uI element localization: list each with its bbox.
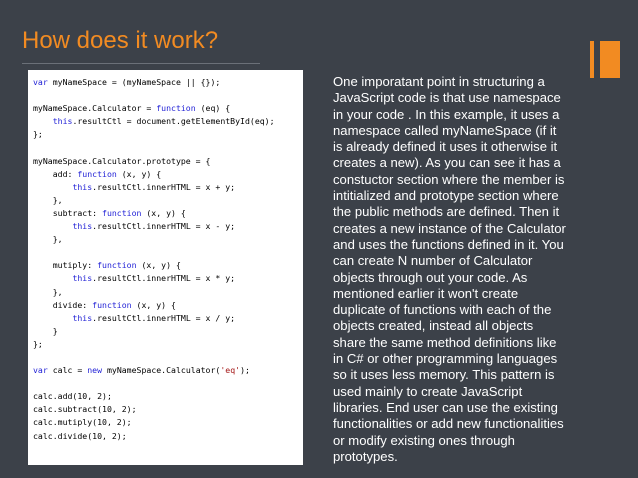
code-line — [33, 390, 303, 403]
code-line — [33, 233, 303, 246]
explanation-text: One imporatant point in structuring a JavaScript code is that use namespace in your code . In this example, it uses a namespace called myNameSpace (if it is already defined it uses it otherwise it creates a new). As you can see it has a constuctor section where the member is intitialized and prototype section where the public methods are defined. Then it creates a new instance of the Calculator and uses the functions defined in it. You can create N number of Calculator objects through out your code. As mentioned earlier it won't create duplicate of functions with each of the objects created, instead all objects share the same method definitions like in C# or other programming languages so it uses less memory. This pattern is used mainly to create JavaScript libraries. End user can use the existing functionalities or add new functionalities or modify existing ones through prototypes. — [333, 74, 566, 464]
code-line — [33, 115, 303, 128]
code-token: this — [72, 221, 93, 232]
code-token: (x, y) { — [131, 299, 176, 310]
code-token: new — [87, 365, 103, 376]
code-token: myNameSpace.Calculator.prototype = { — [33, 155, 211, 166]
code-token: calc = — [47, 365, 88, 376]
code-token: }, — [33, 286, 63, 297]
code-token: function — [156, 103, 196, 114]
code-token: .resultCtl = document.getElementById(eq); — [72, 116, 275, 127]
code-token: subtract: — [33, 207, 103, 218]
code-line — [33, 220, 303, 233]
code-line — [33, 272, 303, 285]
code-line — [33, 194, 303, 207]
code-token: .resultCtl.innerHTML = x - y; — [92, 221, 236, 232]
title-underline — [22, 63, 260, 64]
code-line — [33, 286, 303, 299]
code-line — [33, 102, 303, 115]
code-token: }, — [33, 234, 63, 245]
code-line — [33, 338, 303, 351]
code-line — [33, 89, 303, 102]
code-token: .resultCtl.innerHTML = x * y; — [92, 273, 236, 284]
code-line — [33, 128, 303, 141]
code-line — [33, 76, 303, 89]
code-line — [33, 325, 303, 338]
code-token — [33, 273, 72, 283]
code-line — [33, 246, 303, 259]
code-token: calc.mutiply(10, 2); — [33, 417, 132, 428]
code-token: (x, y) { — [136, 260, 181, 271]
code-token: function — [92, 299, 132, 310]
code-token: this — [52, 116, 73, 127]
code-line — [33, 181, 303, 194]
code-token — [33, 116, 53, 126]
code-token: (x, y) { — [116, 168, 162, 179]
code-token: var — [33, 365, 48, 376]
code-line — [33, 364, 303, 377]
code-token: this — [72, 273, 93, 284]
accent-bar-thin — [590, 41, 594, 78]
code-token — [33, 182, 72, 192]
code-token: } — [33, 325, 58, 336]
accent-bar-thick — [600, 41, 620, 78]
code-token: myNameSpace.Calculator = — [33, 103, 157, 114]
code-token: ); — [240, 365, 250, 376]
code-line — [33, 351, 303, 364]
code-line — [33, 403, 303, 416]
code-token: function — [77, 168, 117, 179]
code-token: calc.subtract(10, 2); — [33, 404, 137, 415]
code-block — [28, 70, 303, 443]
code-line — [33, 141, 303, 154]
slide-title: How does it work? — [22, 27, 219, 54]
code-token: .resultCtl.innerHTML = x / y; — [92, 312, 236, 323]
code-line — [33, 207, 303, 220]
code-token: myNameSpace.Calculator( — [102, 365, 221, 376]
code-line — [33, 155, 303, 168]
code-line — [33, 259, 303, 272]
code-line — [33, 430, 303, 443]
code-token: mutiply: — [33, 260, 98, 271]
code-token: }, — [33, 194, 63, 205]
code-token: function — [97, 260, 137, 271]
code-line — [33, 377, 303, 390]
code-token: myNameSpace = (myNameSpace || {}); — [47, 77, 221, 87]
code-token: divide: — [33, 299, 93, 310]
code-token: this — [72, 181, 93, 192]
code-token — [33, 313, 72, 323]
code-line — [33, 168, 303, 181]
code-screenshot — [28, 70, 303, 465]
code-token: this — [72, 312, 93, 323]
code-token: (eq) { — [195, 103, 231, 114]
code-token — [33, 221, 72, 231]
code-token: }; — [33, 129, 43, 140]
code-token: calc.divide(10, 2); — [33, 430, 127, 441]
code-token: calc.add(10, 2); — [33, 391, 112, 402]
code-token: (x, y) { — [141, 207, 186, 218]
code-line — [33, 312, 303, 325]
code-token: .resultCtl.innerHTML = x + y; — [92, 181, 236, 192]
code-line — [33, 299, 303, 312]
code-token: 'eq' — [220, 365, 241, 376]
code-token: add: — [33, 168, 78, 179]
code-line — [33, 416, 303, 429]
code-token: var — [33, 77, 48, 87]
code-token: }; — [33, 338, 43, 349]
code-token: function — [102, 207, 142, 218]
